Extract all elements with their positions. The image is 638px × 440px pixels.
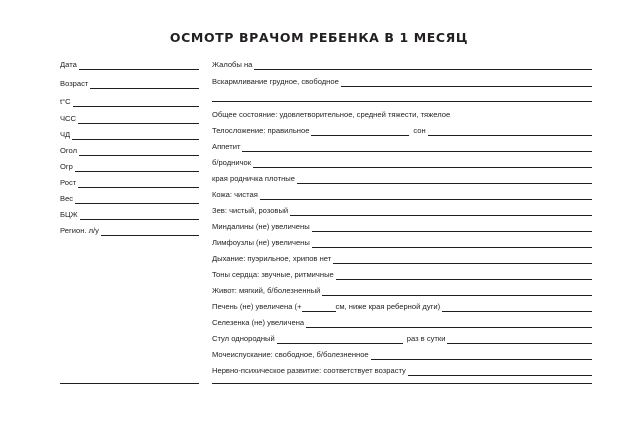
field-label: ЧД — [60, 130, 71, 139]
field-heart-sounds — [212, 266, 592, 280]
liver-size-blank[interactable] — [302, 304, 336, 312]
page-title: ОСМОТР ВРАЧОМ РЕБЕНКА В 1 МЕСЯЦ — [169, 30, 469, 45]
fill-line[interactable] — [311, 135, 409, 136]
field-label: Огр — [60, 162, 73, 171]
field-label: t°C — [60, 97, 71, 106]
field-date — [60, 56, 199, 70]
field-fontanel-edges — [212, 170, 592, 184]
blank-line[interactable] — [212, 101, 592, 102]
field-urination — [212, 346, 592, 360]
field-label: Печень (не) увеличена (+ — [212, 302, 302, 311]
fill-line[interactable] — [447, 343, 592, 344]
field-fontanel — [212, 154, 592, 168]
fill-line[interactable] — [72, 139, 199, 140]
fill-line[interactable] — [79, 155, 199, 156]
field-label: б/родничок — [212, 158, 252, 167]
field-spleen — [212, 314, 592, 328]
field-weight — [60, 190, 199, 204]
field-skin — [212, 186, 592, 200]
fill-line[interactable] — [312, 231, 592, 232]
fill-line[interactable] — [242, 151, 592, 152]
fill-line[interactable] — [371, 359, 592, 360]
field-age — [60, 75, 199, 89]
field-temperature — [60, 93, 199, 107]
field-lymph-nodes — [212, 234, 592, 248]
fill-line[interactable] — [277, 343, 403, 344]
field-label: Дата — [60, 60, 77, 69]
field-liver — [212, 298, 592, 312]
field-label: Лимфоузлы (не) увеличены — [212, 238, 310, 247]
field-head-circ — [60, 142, 199, 156]
fill-line[interactable] — [306, 327, 592, 328]
field-label-liver-b: см, ниже края реберной дуги) — [335, 302, 441, 311]
field-resp-rate — [60, 126, 199, 140]
field-label: Рост — [60, 178, 77, 187]
field-feeding — [212, 73, 592, 87]
signature-line[interactable] — [60, 383, 199, 384]
field-label: Мочеиспускание: свободное, б/болезненное — [212, 350, 369, 359]
fill-line[interactable] — [297, 183, 592, 184]
fill-line[interactable] — [75, 171, 199, 172]
fill-line[interactable] — [79, 69, 199, 70]
field-label: Селезенка (не) увеличена — [212, 318, 305, 327]
fill-line[interactable] — [442, 311, 592, 312]
field-label: Зев: чистый, розовый — [212, 206, 289, 215]
fill-line[interactable] — [253, 167, 592, 168]
field-abdomen — [212, 282, 592, 296]
field-label: Миндалины (не) увеличены — [212, 222, 310, 231]
field-heart-rate — [60, 110, 199, 124]
field-general-state — [212, 106, 592, 120]
fill-line[interactable] — [90, 88, 199, 89]
fill-line[interactable] — [78, 187, 199, 188]
fill-line[interactable] — [80, 219, 199, 220]
field-build-sleep — [212, 122, 592, 136]
field-label: Дыхание: пуэрильное, хрипов нет — [212, 254, 332, 263]
field-tonsils — [212, 218, 592, 232]
field-label: Нервно-психическое развитие: соответствует возрасту — [212, 366, 406, 375]
field-appetite — [212, 138, 592, 152]
field-label: Огол — [60, 146, 77, 155]
field-label: края родничка плотные — [212, 174, 295, 183]
fill-line[interactable] — [290, 215, 592, 216]
field-label: Жалобы на — [212, 60, 253, 69]
field-label: Вскармливание грудное, свободное — [212, 77, 339, 86]
fill-line[interactable] — [254, 69, 592, 70]
fill-line[interactable] — [341, 86, 592, 87]
field-label: Возраст — [60, 79, 89, 88]
field-label: ЧСС — [60, 114, 77, 123]
field-label: Вес — [60, 194, 74, 203]
field-throat — [212, 202, 592, 216]
field-regional-lymph — [60, 222, 199, 236]
field-label: Живот: мягкий, б/болезненный — [212, 286, 321, 295]
field-label-sleep: сон — [413, 126, 426, 135]
field-label: Общее состояние: удовлетворительное, средней тяжести, тяжелое — [212, 110, 451, 119]
field-breathing — [212, 250, 592, 264]
fill-line[interactable] — [312, 247, 592, 248]
field-height — [60, 174, 199, 188]
field-label: Тоны сердца: звучные, ритмичные — [212, 270, 334, 279]
fill-line[interactable] — [408, 375, 592, 376]
field-label: Стул однородный — [212, 334, 275, 343]
fill-line[interactable] — [322, 295, 592, 296]
field-bcg — [60, 206, 199, 220]
field-label: Регион. л/у — [60, 226, 99, 235]
field-complaints — [212, 56, 592, 70]
fill-line[interactable] — [336, 279, 592, 280]
field-label-stool-freq: раз в сутки — [406, 334, 446, 343]
blank-line[interactable] — [212, 383, 592, 384]
fill-line[interactable] — [333, 263, 592, 264]
field-label: Кожа: чистая — [212, 190, 258, 199]
fill-line[interactable] — [73, 106, 199, 107]
field-label: Аппетит — [212, 142, 241, 151]
field-chest-circ — [60, 158, 199, 172]
fill-line[interactable] — [428, 135, 592, 136]
field-development — [212, 362, 592, 376]
field-label: Телосложение: правильное — [212, 126, 310, 135]
fill-line[interactable] — [260, 199, 592, 200]
fill-line[interactable] — [78, 123, 199, 124]
field-label: БЦЖ — [60, 210, 78, 219]
fill-line[interactable] — [75, 203, 199, 204]
fill-line[interactable] — [101, 235, 199, 236]
field-stool — [212, 330, 592, 344]
